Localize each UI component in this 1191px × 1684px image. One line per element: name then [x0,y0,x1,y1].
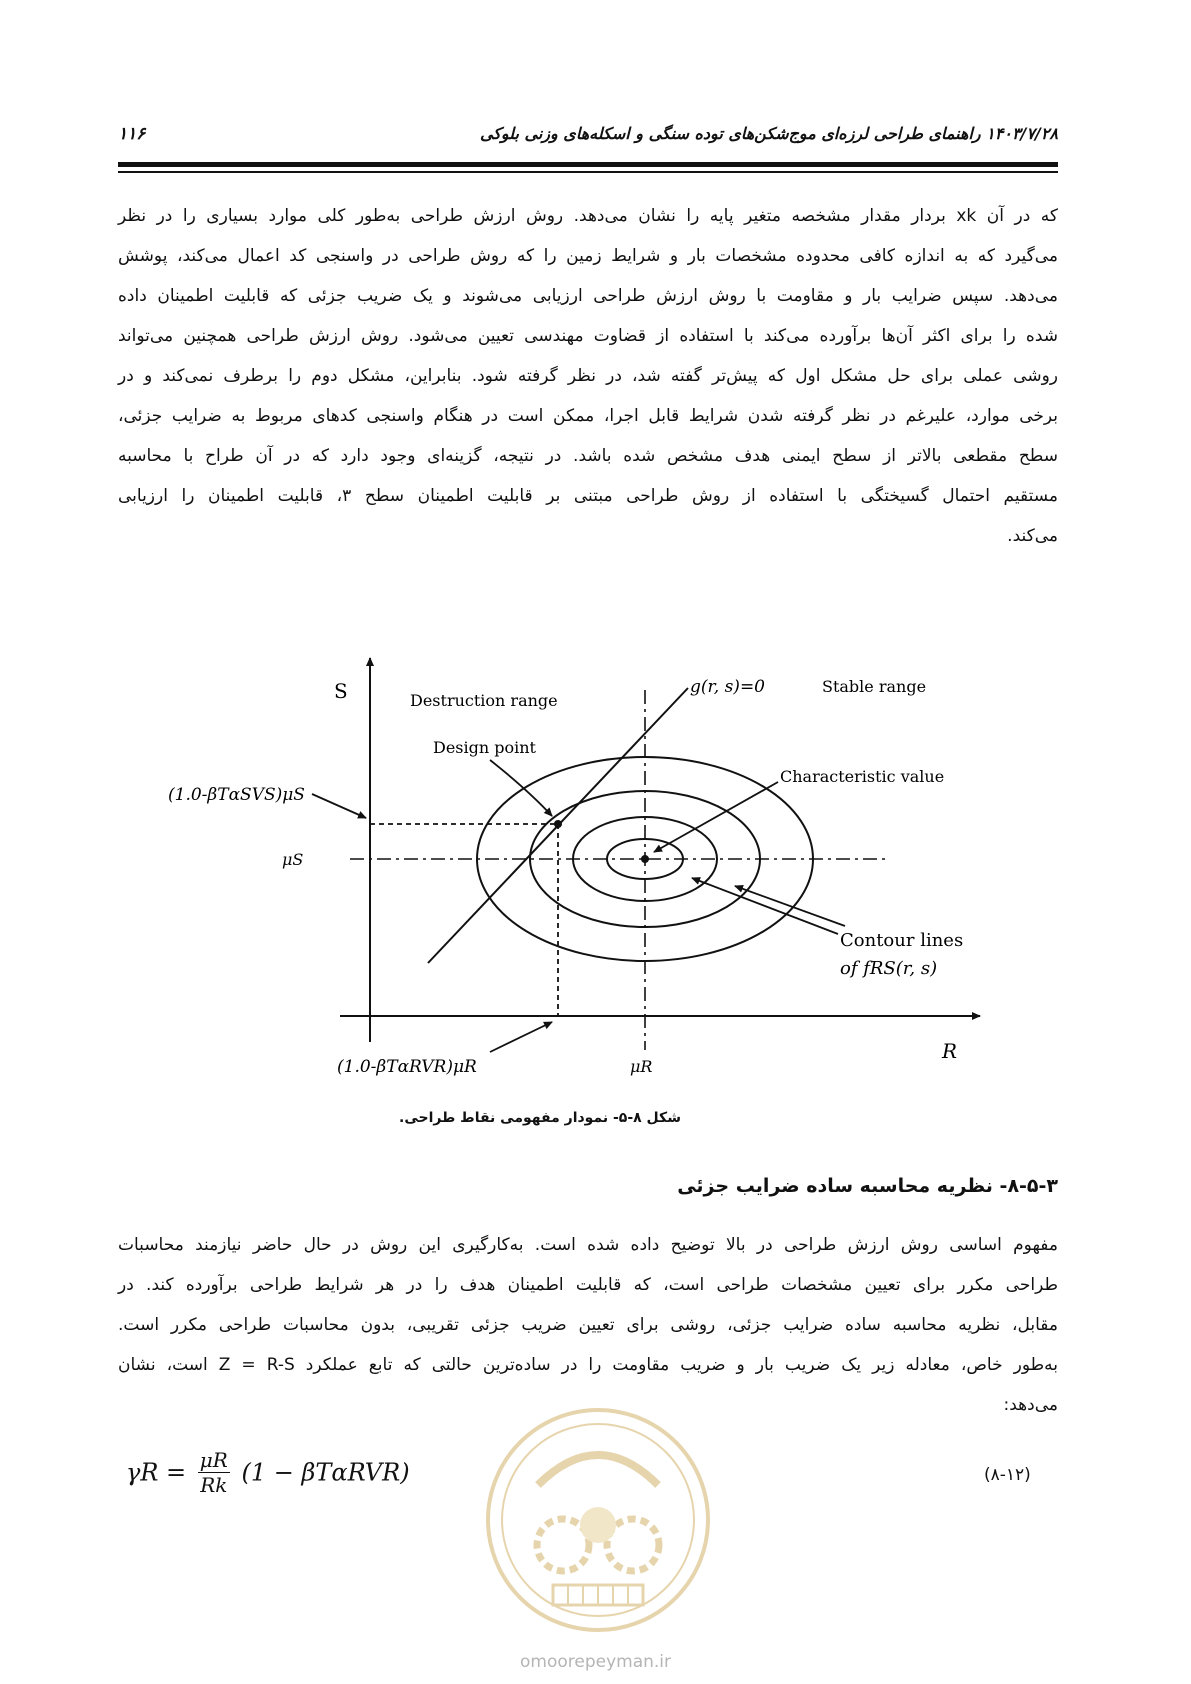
contour-arrow-1 [692,878,838,934]
equation-numerator: μR [199,1448,228,1472]
page-header [118,124,1058,154]
section-heading: ۸-۵-۳- نظریه محاسبه ساده ضرایب جزئی [677,1175,1058,1197]
destruction-range-label: Destruction range [410,691,558,710]
characteristic-point [641,855,649,863]
equation-denominator: Rk [200,1473,228,1497]
watermark-url: omoorepeyman.ir [519,1652,672,1672]
figure-caption: شکل ۸-۵- نمودار مفهومی نقاط طراحی. [399,1110,681,1126]
header-rule-thin [118,171,1058,173]
paragraph-line: طراحی مکرر برای تعیین مشخصات طراحی است، که قابلیت اطمینان هدف را در هر شرایط طراحی برآورده کند. در [118,1275,1058,1295]
equation-fraction [198,1448,230,1497]
s-axis-label: S [334,679,348,703]
paragraph-line: می‌دهد. سپس ضرایب بار و مقاومت با روش ارزش طراحی ارزیابی می‌شوند و یک ضریب جزئی که قابلیت اطمینان داده [118,286,1058,306]
equation-number: (۸-۱۲) [984,1465,1031,1485]
paragraph-line: روشی عملی برای حل مشکل اول که پیش‌تر گفته شد، در نظر گرفته شود. بنابراین، مشکل دوم را برطرف نمی‌کند و در [118,366,1058,386]
header-rule-thick [118,162,1058,167]
s-design-label: (1.0-βTαSVS)μS [168,785,305,805]
contour-lines-label: Contour lines [840,930,964,951]
body-paragraph-2 [118,1225,1058,1425]
equation-8-12 [126,1448,410,1497]
limit-state-label: g(r, s)=0 [690,677,765,697]
paragraph-line: سطح مقطعی بالاتر از سطح ایمنی هدف مشخص شده باشد. در نتیجه، گزینه‌ای وجود دارد که در آن طراح با محاسبه [118,446,1058,466]
paragraph-line: مقابل، نظریه محاسبه ساده ضرایب جزئی، روشی برای تعیین ضریب جزئی تقریبی، بدون محاسبات طراحی مکرر است. [118,1315,1058,1335]
page-number: ۱۱۶ [118,124,146,144]
design-point-label: Design point [433,738,536,757]
r-axis-label: R [942,1039,958,1063]
mu-s-label: μS [282,850,304,869]
paragraph-line: شده را برای اکثر آن‌ها برآورده می‌کند با استفاده از قضاوت مهندسی تعیین می‌شود. روش ارزش طراحی همچنین می‌تواند [118,326,1058,346]
paragraph-line: می‌دهد: [1003,1395,1058,1415]
publisher-seal-watermark [483,1405,713,1635]
paragraph-line: برخی موارد، علیرغم در نظر گرفته شدن شرایط قابل اجرا، ممکن است در هنگام واسنجی کدهای مربوط به ضرایب جزئی، [118,406,1058,426]
paragraph-line: می‌کند. [1007,526,1058,546]
paragraph-line: مفهوم اساسی روش ارزش طراحی در بالا توضیح داده شده است. به‌کارگیری این روش در حال حاضر نیازمند محاسبات [118,1235,1058,1255]
contour-lines-label-2: of fRS(r, s) [840,958,938,979]
stable-range-label: Stable range [822,677,927,696]
s-design-arrow [312,794,366,818]
characteristic-value-label: Characteristic value [780,767,945,786]
r-design-arrow [490,1022,552,1052]
equation-rhs: (1 − βTαRVR) [241,1458,410,1487]
design-point-diagram [168,650,1010,1100]
mu-r-label: μR [630,1057,653,1076]
equation-lhs: γR = [126,1458,187,1487]
contour-arrow-2 [735,886,845,926]
paragraph-line: می‌گیرد که به اندازه کافی محدوده مشخصات بار و شرایط زمین را که روش طراحی در واسنجی کد اعمال می‌کند، پوشش [118,246,1058,266]
paragraph-line: به‌طور خاص، معادله زیر یک ضریب بار و ضریب مقاومت را در ساده‌ترین حالتی که تابع عملکرد Z = R-S است، نشان [118,1355,1059,1375]
running-title: ۱۴۰۳/۷/۲۸ راهنمای طراحی لرزه‌ای موج‌شکن‌های توده سنگی و اسکله‌های وزنی بلوکی [479,124,1058,143]
paragraph-line: که در آن xk بردار مقدار مشخصه متغیر پایه را نشان می‌دهد. روش ارزش طراحی به‌طور کلی موارد بسیاری را در نظر [118,206,1058,226]
paragraph-line: مستقیم احتمال گسیختگی با استفاده از روش طراحی مبتنی بر قابلیت اطمینان سطح ۳، قابلیت اطمینان را ارزیابی [118,486,1058,506]
body-paragraph-1 [118,196,1058,556]
r-design-label: (1.0-βTαRVR)μR [337,1057,477,1077]
